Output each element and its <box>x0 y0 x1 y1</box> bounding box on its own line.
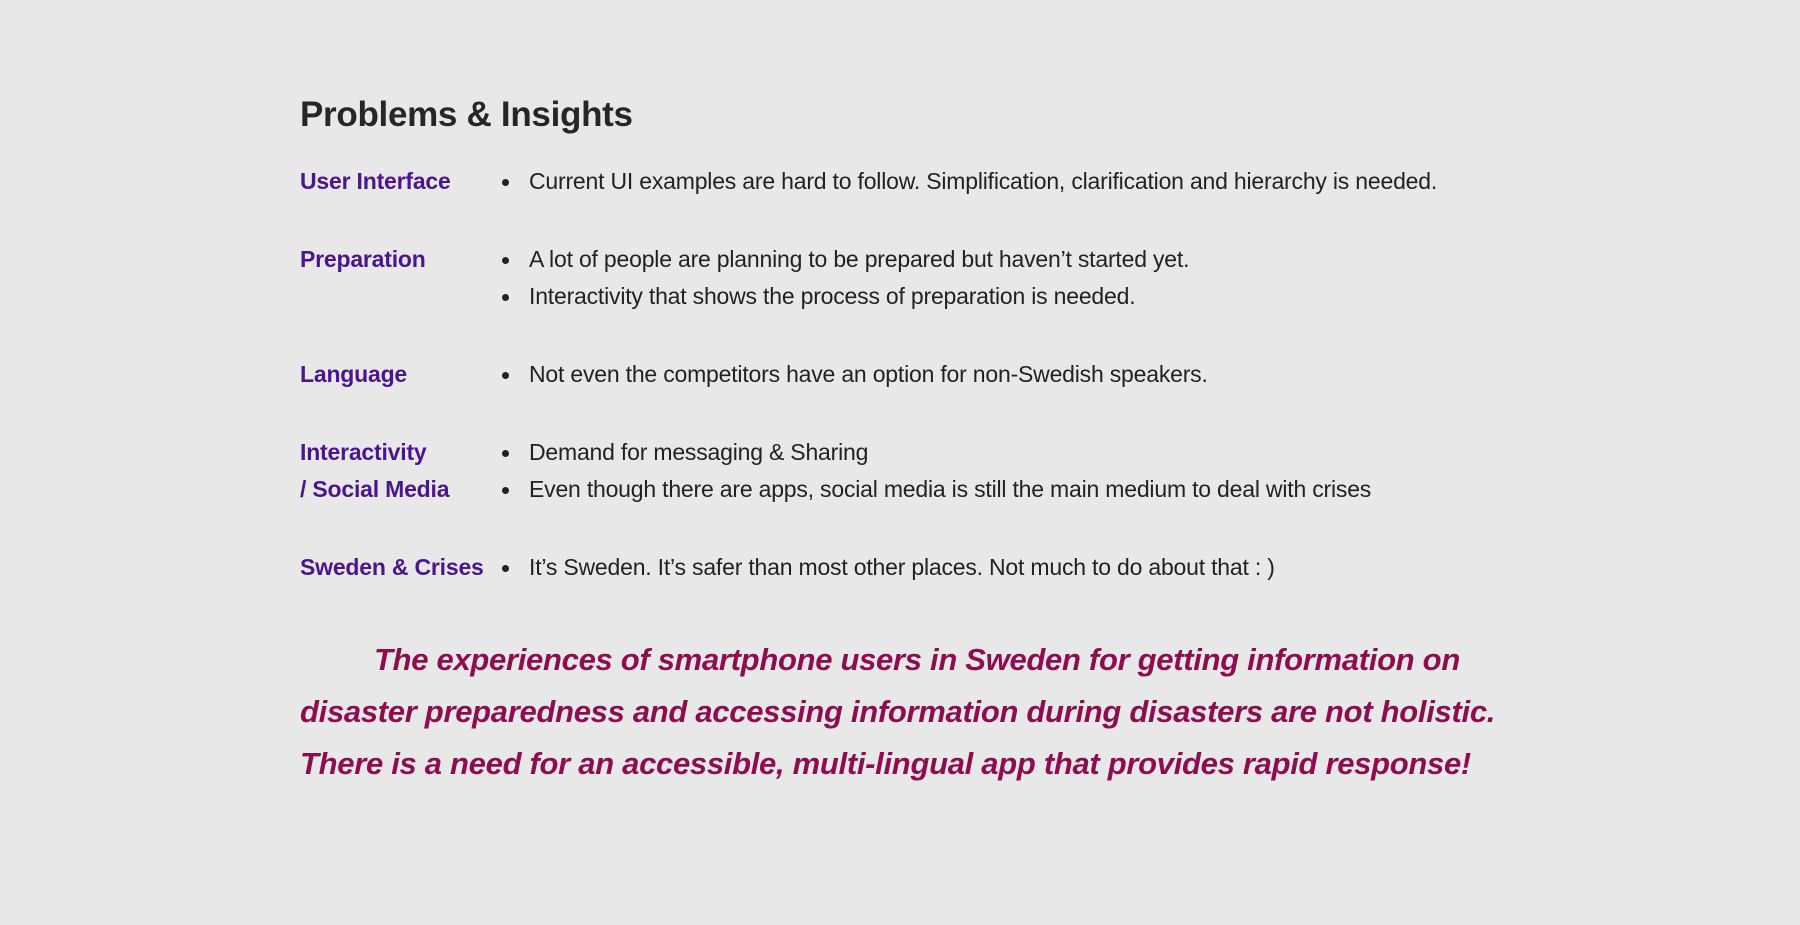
slide-content <box>300 92 1600 821</box>
section-label-line: / Social Media <box>300 476 450 502</box>
bullet-item: Current UI examples are hard to follow. Simplification, clarification and hierarchy is needed. <box>496 163 1600 200</box>
section-preparation <box>300 241 1600 315</box>
insights-list <box>300 163 1600 586</box>
bullet-item: Demand for messaging & Sharing <box>496 434 1600 471</box>
bullet-item: Not even the competitors have an option for non-Swedish speakers. <box>496 356 1600 393</box>
section-label: Preparation <box>300 246 426 272</box>
conclusion-statement: The experiences of smartphone users in Sweden for getting information on disaster preparedness and accessing information during disasters are not holistic. There is a need for an accessible, multi-lingual app that provides rapid response! <box>300 642 1496 781</box>
bullet-item: A lot of people are planning to be prepared but haven’t started yet. <box>496 241 1600 278</box>
bullet-item: Interactivity that shows the process of preparation is needed. <box>496 278 1600 315</box>
section-interactivity-social-media <box>300 434 1600 508</box>
section-label: User Interface <box>300 168 451 194</box>
bullet-list <box>496 163 1600 200</box>
bullet-list <box>496 356 1600 393</box>
bullet-list <box>496 241 1600 315</box>
section-label <box>300 434 496 508</box>
bullet-list <box>496 434 1600 508</box>
page-title: Problems & Insights <box>300 95 633 134</box>
bullet-list <box>496 549 1600 586</box>
section-sweden-crises <box>300 549 1600 586</box>
section-label: Sweden & Crises <box>300 554 484 580</box>
section-label-line: Interactivity <box>300 439 427 465</box>
section-user-interface <box>300 163 1600 200</box>
bullet-item: It’s Sweden. It’s safer than most other places. Not much to do about that : ) <box>496 549 1600 586</box>
bullet-item: Even though there are apps, social media is still the main medium to deal with crises <box>496 471 1600 508</box>
section-label: Language <box>300 361 408 387</box>
section-language <box>300 356 1600 393</box>
